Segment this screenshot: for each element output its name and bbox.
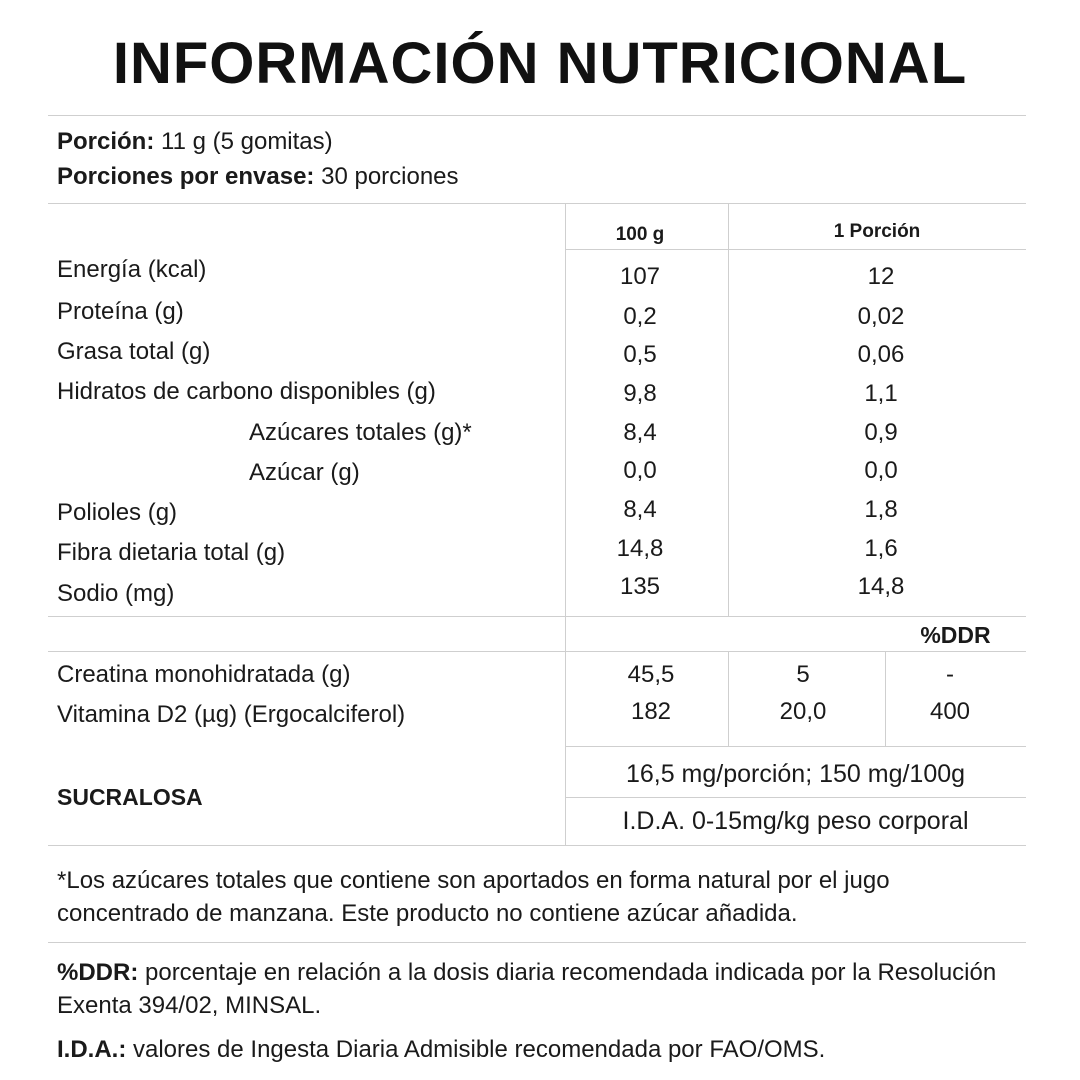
- divider: [48, 845, 1026, 846]
- nutrient-per100: 0,0: [623, 457, 657, 484]
- nutrient-per100: 0,2: [623, 303, 657, 330]
- servings-per-container: [57, 162, 459, 192]
- serving-portion: [57, 127, 333, 157]
- servings-per-container-label: Porciones por envase:: [57, 163, 315, 190]
- divider: [565, 797, 1026, 798]
- nutrient-per-portion: 14,8: [857, 573, 905, 600]
- nutrient-per100: 8,4: [623, 419, 657, 446]
- nutrient-per-portion: 1,8: [864, 496, 898, 523]
- ddr-footnote-label: %DDR:: [57, 959, 139, 986]
- supplement-per100: 45,5: [627, 661, 675, 688]
- divider: [48, 942, 1026, 943]
- sucralose-label: SUCRALOSA: [57, 784, 203, 810]
- supplement-name: Creatina monohidratada (g): [57, 661, 351, 688]
- divider: [48, 115, 1026, 116]
- nutrient-per100: 135: [619, 573, 661, 600]
- sucralose-ida: I.D.A. 0-15mg/kg peso corporal: [622, 807, 969, 835]
- nutrient-per-portion: 0,0: [864, 457, 898, 484]
- divider: [565, 746, 1026, 747]
- divider: [48, 203, 1026, 204]
- nutrient-per-portion: 0,06: [857, 341, 905, 368]
- supplement-per100: 182: [630, 698, 672, 725]
- ida-footnote-label: I.D.A.:: [57, 1036, 127, 1063]
- nutrient-name: Azúcares totales (g)*: [249, 419, 472, 446]
- nutrient-per-portion: 1,1: [864, 380, 898, 407]
- column-header-portion: 1 Porción: [833, 221, 921, 242]
- divider: [48, 651, 1026, 652]
- nutrient-per-portion: 12: [867, 263, 895, 290]
- nutrient-name: Grasa total (g): [57, 338, 211, 365]
- nutrient-per100: 8,4: [623, 496, 657, 523]
- serving-portion-label: Porción:: [57, 128, 155, 155]
- nutrient-per100: 9,8: [623, 380, 657, 407]
- ida-footnote: [57, 1033, 1017, 1066]
- sucralose-dose: 16,5 mg/porción; 150 mg/100g: [625, 760, 966, 788]
- nutrient-per-portion: 0,9: [864, 419, 898, 446]
- nutrient-per100: 14,8: [616, 535, 664, 562]
- supplement-per-portion: 5: [796, 661, 810, 688]
- supplement-name: Vitamina D2 (µg) (Ergocalciferol): [57, 701, 406, 728]
- divider: [48, 616, 1026, 617]
- serving-portion-value: 11 g (5 gomitas): [154, 128, 333, 155]
- nutrient-per100: 0,5: [623, 341, 657, 368]
- nutrient-name: Polioles (g): [57, 499, 178, 526]
- nutrient-per-portion: 0,02: [857, 303, 905, 330]
- column-header-100g: 100 g: [615, 224, 665, 245]
- supplement-ddr: 400: [929, 698, 971, 725]
- nutrient-name: Energía (kcal): [57, 256, 207, 283]
- nutrient-name: Sodio (mg): [57, 580, 175, 607]
- ddr-footnote: [57, 956, 1017, 1022]
- sugars-footnote: *Los azúcares totales que contiene son aportados en forma natural por el jugo concentrado de manzana. Este producto no contiene azúcar añadida.: [57, 867, 890, 927]
- nutrient-per-portion: 1,6: [864, 535, 898, 562]
- supplement-per-portion: 20,0: [779, 698, 827, 725]
- nutrient-per100: 107: [619, 263, 661, 290]
- ida-footnote-text: valores de Ingesta Diaria Admisible recomendada por FAO/OMS.: [126, 1036, 826, 1063]
- servings-per-container-value: 30 porciones: [314, 163, 459, 190]
- page-title: INFORMACIÓN NUTRICIONAL: [112, 31, 968, 96]
- nutrient-name: Azúcar (g): [249, 459, 360, 486]
- supplement-ddr: -: [946, 661, 954, 688]
- nutrient-name: Proteína (g): [57, 298, 184, 325]
- column-header-ddr: %DDR: [920, 622, 991, 648]
- ddr-footnote-text: porcentaje en relación a la dosis diaria recomendada indicada por la Resolución Exenta 394/02, MINSAL.: [57, 959, 997, 1019]
- nutrient-name: Hidratos de carbono disponibles (g): [57, 378, 436, 405]
- nutrient-name: Fibra dietaria total (g): [57, 539, 286, 566]
